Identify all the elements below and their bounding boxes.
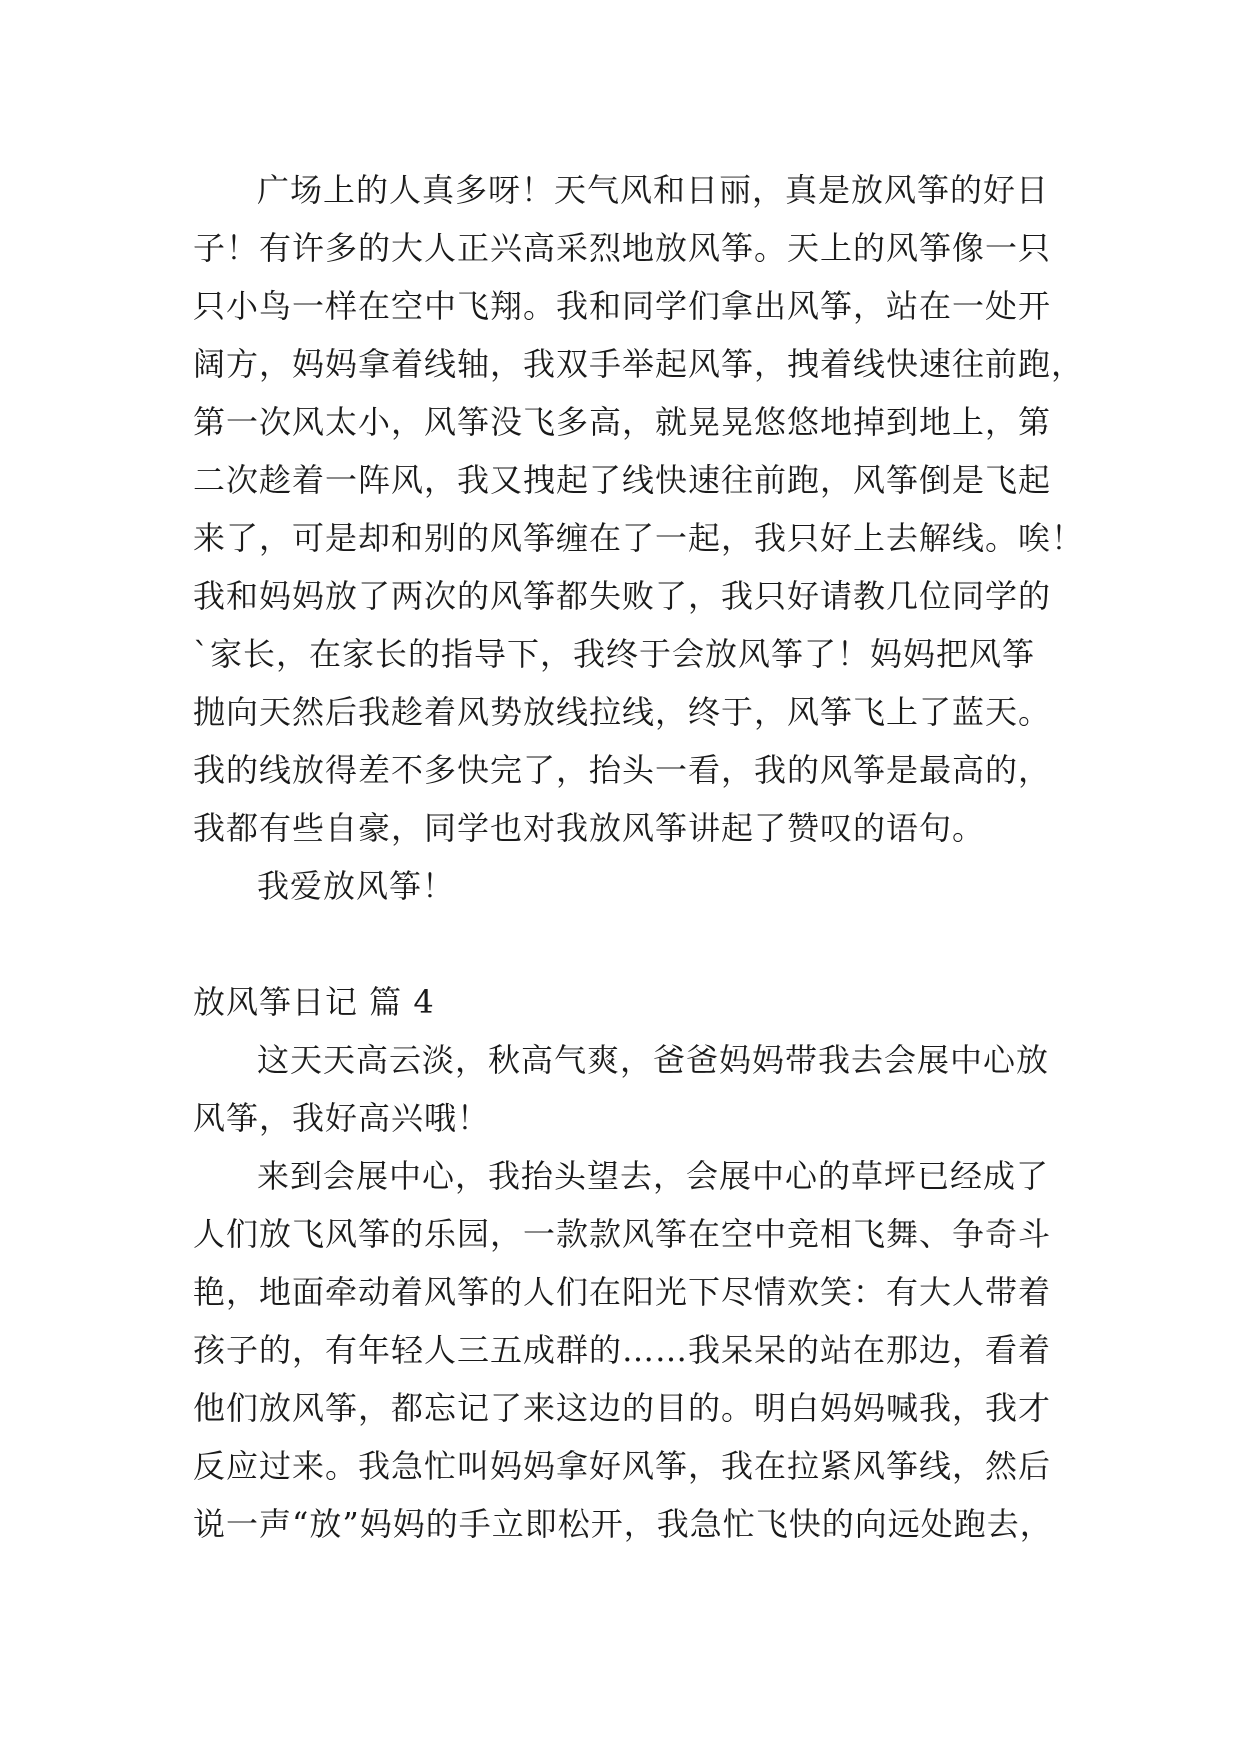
paragraph-line: 抛向天然后我趁着风势放线拉线，终于，风筝飞上了蓝天。: [193, 693, 1052, 731]
paragraph-line: 广场上的人真多呀！天气风和日丽，真是放风筝的好日: [257, 171, 1050, 209]
paragraph-line: 这天天高云淡，秋高气爽，爸爸妈妈带我去会展中心放: [257, 1041, 1050, 1079]
paragraph-line: 艳，地面牵动着风筝的人们在阳光下尽情欢笑：有大人带着: [193, 1273, 1052, 1311]
paragraph-line: 二次趁着一阵风，我又拽起了线快速往前跑，风筝倒是飞起: [193, 461, 1052, 499]
paragraph-line: 人们放飞风筝的乐园，一款款风筝在空中竞相飞舞、争奇斗: [193, 1215, 1052, 1253]
paragraph-line: 说一声“放”妈妈的手立即松开，我急忙飞快的向远处跑去，: [193, 1505, 1053, 1543]
paragraph-line: 第一次风太小，风筝没飞多高，就晃晃悠悠地掉到地上，第: [193, 403, 1052, 441]
paragraph-line: 只小鸟一样在空中飞翔。我和同学们拿出风筝，站在一处开: [193, 287, 1052, 325]
section-heading: 放风筝日记 篇 4: [193, 983, 435, 1021]
paragraph-line: 子！有许多的大人正兴高采烈地放风筝。天上的风筝像一只: [193, 229, 1052, 267]
paragraph-line: 反应过来。我急忙叫妈妈拿好风筝，我在拉紧风筝线，然后: [193, 1447, 1052, 1485]
paragraph-line: `家长，在家长的指导下，我终于会放风筝了！妈妈把风筝: [193, 635, 1036, 673]
paragraph-line: 孩子的，有年轻人三五成群的……我呆呆的站在那边，看着: [193, 1331, 1052, 1369]
paragraph-line: 我都有些自豪，同学也对我放风筝讲起了赞叹的语句。: [193, 809, 986, 847]
paragraph-line: 他们放风筝，都忘记了来这边的目的。明白妈妈喊我，我才: [193, 1389, 1052, 1427]
paragraph-line: 我的线放得差不多快完了，抬头一看，我的风筝是最高的，: [193, 751, 1052, 789]
paragraph-line: 来到会展中心，我抬头望去，会展中心的草坪已经成了: [257, 1157, 1050, 1195]
paragraph-line: 风筝，我好高兴哦！: [193, 1099, 491, 1137]
paragraph-line: 阔方，妈妈拿着线轴，我双手举起风筝，拽着线快速往前跑，: [193, 345, 1085, 383]
paragraph-line: 我爱放风筝！: [257, 867, 456, 905]
paragraph-line: 我和妈妈放了两次的风筝都失败了，我只好请教几位同学的: [193, 577, 1052, 615]
paragraph-line: 来了，可是却和别的风筝缠在了一起，我只好上去解线。唉！: [193, 519, 1085, 557]
